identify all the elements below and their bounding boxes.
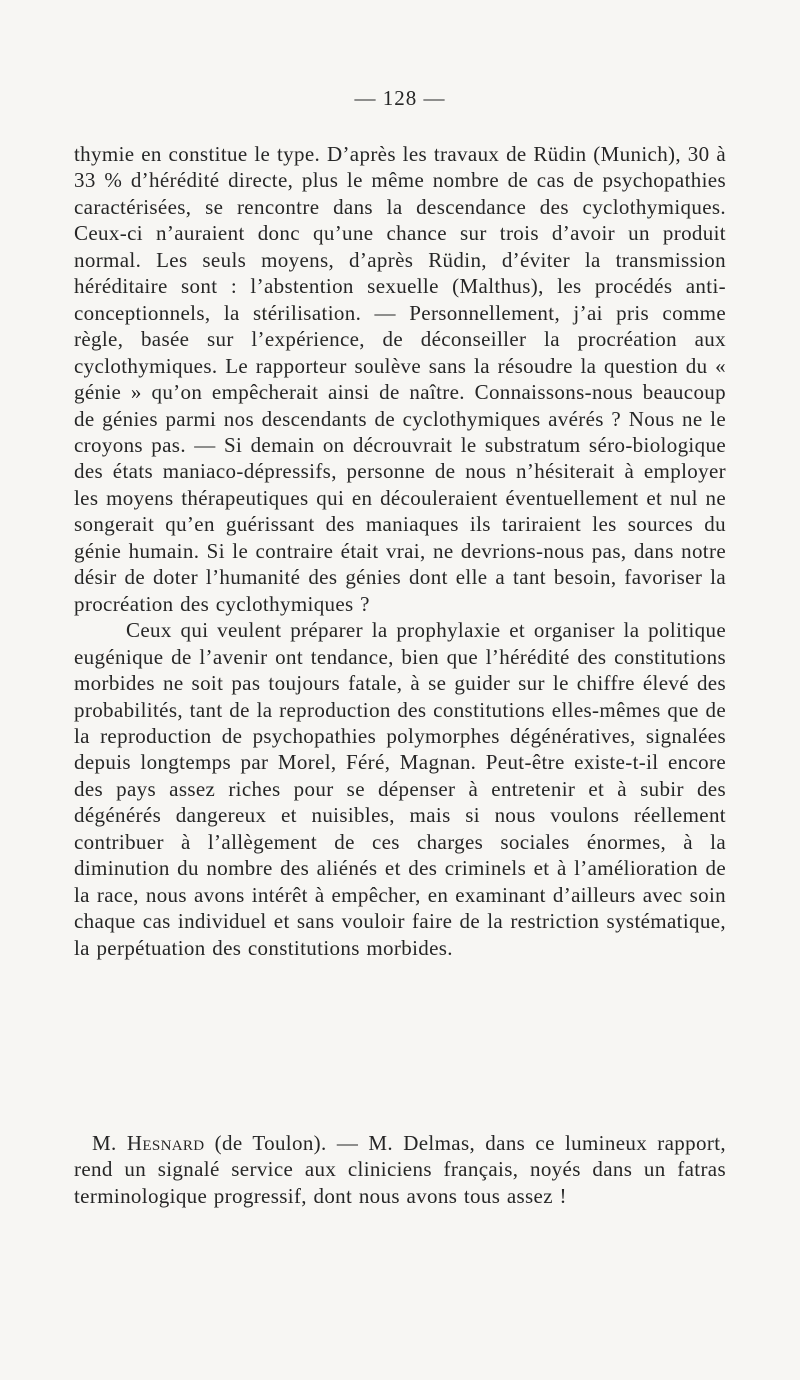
paragraph: thymie en constitue le type. D’après les travaux de Rüdin (Munich), 30 à 33 % d’hérédité directe, plus le même nombre de cas de psychopathies caractérisées, se rencontre dans la descendance des cyclothymiques. Ceux-ci n’auraient donc qu’une chance sur trois d’avoir un produit normal. Les seuls moyens, d’après Rüdin, d’éviter la transmission héréditaire sont : l’abstention sexuelle (Malthus), les procédés anti-conceptionnels, la stérilisation. — Personnellement, j’ai pris comme règle, basée sur l’expérience, de déconseiller la procréation aux cyclothymiques. Le rapporteur soulève sans la résoudre la question du « génie » qu’on empêcherait ainsi de naître. Connaissons-nous beaucoup de génies parmi nos descendants de cyclothymiques avérés ? Nous ne le croyons pas. — Si demain on décrouvrait le substratum séro-biologique des états maniaco-dépressifs, personne de nous n’hésiterait à employer les moyens thérapeutiques qui en découleraient éventuellement et nul ne songerait qu’en guérissant des maniaques ils tariraient les sources du génie humain. Si le contraire était vrai, ne devrions-nous pas, dans notre désir de doter l’humanité des génies dont elle a tant besoin, favoriser la procréation des cyclothymiques ? xyxy=(74,142,726,616)
hesnard-intervention xyxy=(74,1130,726,1209)
paragraph: Ceux qui veulent préparer la prophylaxie et organiser la politique eugénique de l’avenir ont tendance, bien que l’hérédité des constitutions morbides ne soit pas toujours fatale, à se guider sur le chiffre élevé des probabilités, tant de la reproduction des constitutions elles-mêmes que de la reproduction de psychopathies polymorphes dégénératives, signalées depuis longtemps par Morel, Féré, Magnan. Peut-être existe-t-il encore des pays assez riches pour se dépenser à entretenir et à subir des dégénérés dangereux et nuisibles, mais si nous voulons réellement contribuer à l’allègement de ces charges sociales énormes, à la diminution du nombre des aliénés et des criminels et à l’amélioration de la race, nous avons intérêt à empêcher, en examinant d’ailleurs avec soin chaque cas individuel et sans vouloir faire de la restriction systématique, la perpétuation des constitutions morbides. xyxy=(74,618,726,960)
paragraph xyxy=(74,1130,726,1209)
speaker-name: Hesnard xyxy=(126,1131,205,1155)
intervention-text: (de Toulon). — M. Delmas, dans ce lumineux rapport, rend un signalé service aux cliniciens français, noyés dans un fatras terminologique progressif, dont nous avons tous assez ! xyxy=(74,1131,726,1208)
page-number: — 128 — xyxy=(354,86,446,110)
speaker-prefix: M. xyxy=(92,1131,127,1155)
main-text xyxy=(74,141,726,961)
